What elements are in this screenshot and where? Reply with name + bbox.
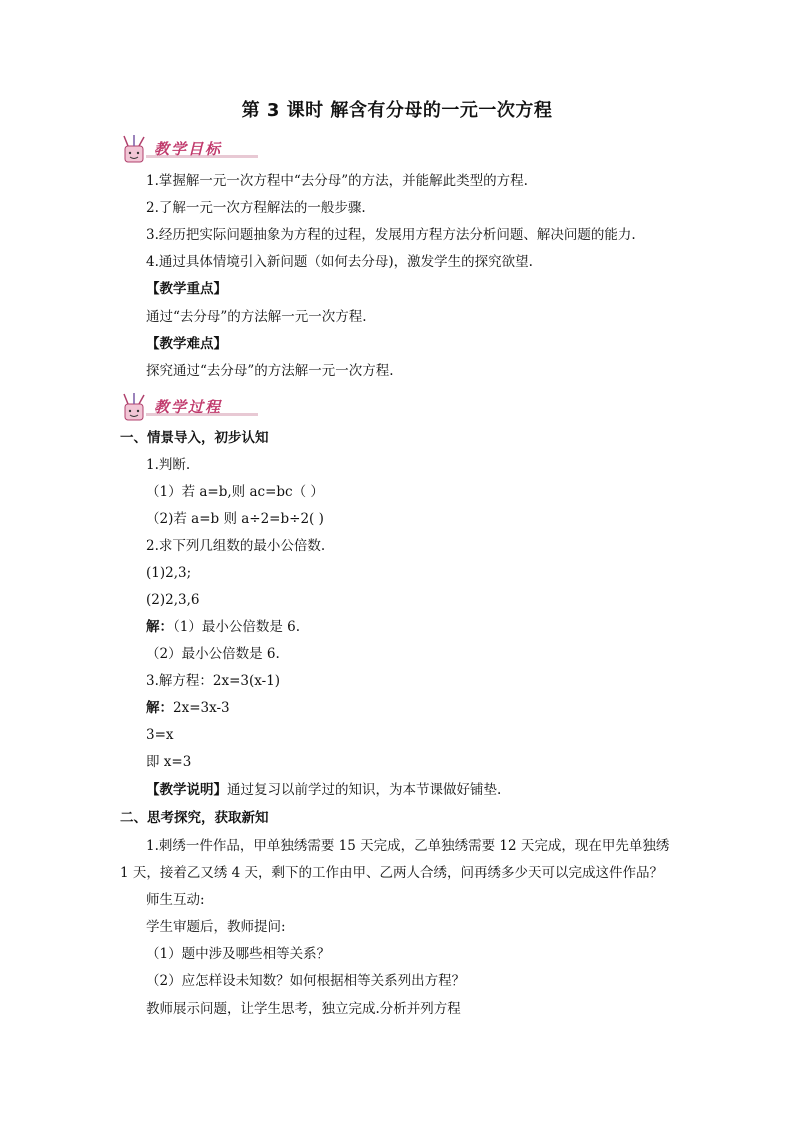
objective-item: 3.经历把实际问题抽象为方程的过程，发展用方程方法分析问题、解决问题的能力. bbox=[146, 227, 636, 243]
solution-prefix: 解： bbox=[146, 700, 173, 716]
question-2a: (1)2,3; bbox=[146, 565, 192, 581]
page-title: 第 3 课时 解含有分母的一元一次方程 bbox=[241, 100, 553, 121]
key-point-text: 通过“去分母”的方法解一元一次方程. bbox=[146, 309, 367, 325]
difficulty-label: 【教学难点】 bbox=[146, 336, 227, 352]
section-label-process: 教学过程 bbox=[154, 398, 223, 416]
part1-heading: 一、情景导入，初步认知 bbox=[120, 430, 269, 446]
answer-prefix: 解： bbox=[146, 619, 173, 635]
answer-a bbox=[146, 617, 300, 637]
teaching-note bbox=[146, 780, 501, 800]
problem-line-1: 1.刺绣一件作品，甲单独绣需要 15 天完成，乙单独绣需要 12 天完成，现在甲先单独绣 bbox=[146, 838, 670, 854]
solution-line-1 bbox=[146, 698, 230, 718]
question-1a: （1）若 a=b,则 ac=bc（ ） bbox=[146, 484, 324, 500]
objective-item: 4.通过具体情境引入新问题（如何去分母)，激发学生的探究欲望. bbox=[146, 254, 533, 270]
question-2: 2.求下列几组数的最小公倍数. bbox=[146, 538, 326, 554]
question-3: 3.解方程：2x=3(x-1) bbox=[146, 673, 281, 689]
answer-a-text: （1）最小公倍数是 6. bbox=[173, 619, 301, 635]
part2-heading: 二、思考探究，获取新知 bbox=[120, 810, 269, 826]
pencil-cup-icon bbox=[118, 392, 152, 422]
teacher-show-text: 教师展示问题，让学生思考，独立完成.分析并列方程 bbox=[146, 1001, 461, 1017]
solution-line-1-text: 2x=3x-3 bbox=[173, 700, 230, 716]
question-1b: （2)若 a=b 则 a÷2=b÷2( ) bbox=[146, 511, 324, 527]
question-1: 1.判断. bbox=[146, 457, 191, 473]
difficulty-text: 探究通过“去分母”的方法解一元一次方程. bbox=[146, 363, 394, 379]
pencil-cup-icon bbox=[118, 134, 152, 164]
interaction-label: 师生互动: bbox=[146, 892, 205, 908]
question-ask-1: （1）题中涉及哪些相等关系？ bbox=[146, 946, 331, 962]
objective-item: 2.了解一元一次方程解法的一般步骤. bbox=[146, 200, 366, 216]
objective-item: 1.掌握解一元一次方程中“去分母”的方法，并能解此类型的方程. bbox=[146, 173, 528, 189]
answer-b: （2）最小公倍数是 6. bbox=[146, 646, 280, 662]
section-banner-objectives bbox=[118, 134, 258, 164]
student-text: 学生审题后，教师提问: bbox=[146, 919, 286, 935]
question-2b: (2)2,3,6 bbox=[146, 592, 200, 608]
solution-line-3: 即 x=3 bbox=[146, 754, 192, 770]
teaching-note-text: 通过复习以前学过的知识，为本节课做好铺垫. bbox=[227, 782, 502, 798]
solution-line-2: 3=x bbox=[146, 727, 174, 743]
section-label-objectives: 教学目标 bbox=[154, 140, 223, 158]
problem-line-2: 1 天，接着乙又绣 4 天，剩下的工作由甲、乙两人合绣，问再绣多少天可以完成这件作品？ bbox=[120, 865, 664, 881]
question-ask-2: （2）应怎样设未知数？如何根据相等关系列出方程？ bbox=[146, 973, 466, 989]
section-banner-process bbox=[118, 392, 258, 422]
teaching-note-label: 【教学说明】 bbox=[146, 782, 227, 798]
key-point-label: 【教学重点】 bbox=[146, 281, 227, 297]
